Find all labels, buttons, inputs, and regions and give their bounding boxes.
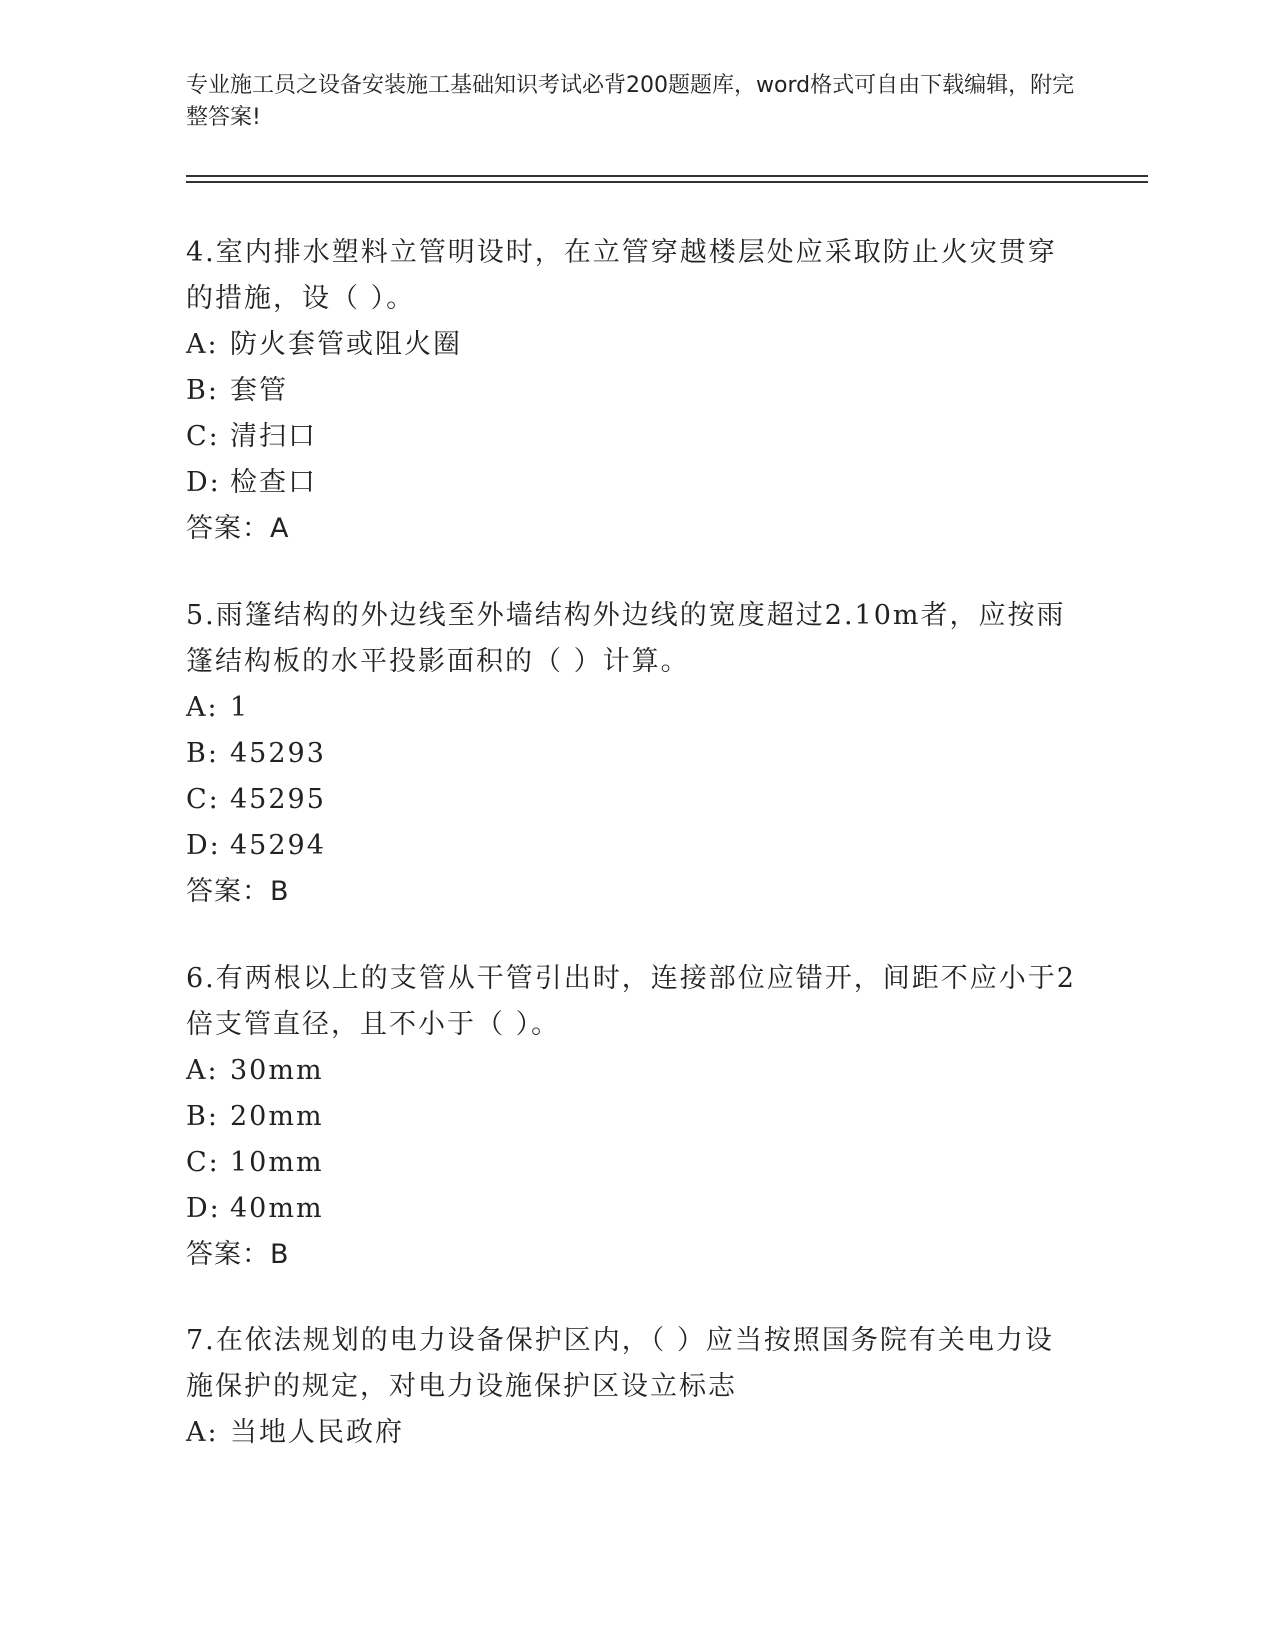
answer: 答案：A — [186, 513, 290, 544]
header-title: 专业施工员之设备安装施工基础知识考试必背200题题库，word格式可自由下载编辑，附完整答案! — [186, 73, 1075, 130]
option-b — [186, 368, 1076, 414]
header-divider-bottom — [186, 181, 1148, 183]
question-4 — [186, 230, 1076, 552]
option-a — [186, 1048, 1076, 1094]
document-header — [186, 70, 1086, 134]
option-letter: D: — [186, 467, 221, 498]
question-5 — [186, 593, 1076, 915]
question-stem: 4.室内排水塑料立管明设时，在立管穿越楼层处应采取防止火灾贯穿的措施，设（ ）。 — [186, 237, 1057, 314]
option-a — [186, 322, 1076, 368]
option-letter: A: — [186, 1417, 219, 1448]
option-b — [186, 731, 1076, 777]
option-letter: C: — [186, 784, 220, 815]
option-text: 45293 — [230, 738, 326, 769]
answer: 答案：B — [186, 1239, 290, 1270]
question-stem: 7.在依法规划的电力设备保护区内，（ ）应当按照国务院有关电力设施保护的规定，对电力设施保护区设立标志 — [186, 1325, 1054, 1402]
option-text: 10mm — [230, 1147, 324, 1178]
option-letter: B: — [186, 738, 219, 769]
option-text: 45295 — [230, 784, 326, 815]
option-c — [186, 414, 1076, 460]
option-text: 套管 — [230, 375, 288, 406]
option-d — [186, 460, 1076, 506]
option-text: 20mm — [230, 1101, 324, 1132]
option-a — [186, 1410, 1076, 1456]
question-7 — [186, 1318, 1076, 1456]
option-letter: B: — [186, 375, 219, 406]
option-d — [186, 1186, 1076, 1232]
option-text: 30mm — [230, 1055, 324, 1086]
question-6 — [186, 956, 1076, 1278]
option-a — [186, 685, 1076, 731]
option-letter: C: — [186, 1147, 220, 1178]
option-d — [186, 823, 1076, 869]
option-c — [186, 1140, 1076, 1186]
option-letter: A: — [186, 329, 219, 360]
option-b — [186, 1094, 1076, 1140]
option-text: 1 — [230, 692, 250, 723]
option-text: 当地人民政府 — [230, 1417, 404, 1448]
question-stem: 5.雨篷结构的外边线至外墙结构外边线的宽度超过2.10m者，应按雨篷结构板的水平投影面积的（ ）计算。 — [186, 600, 1066, 677]
answer: 答案：B — [186, 876, 290, 907]
option-letter: A: — [186, 1055, 219, 1086]
option-text: 清扫口 — [230, 421, 317, 452]
question-stem: 6.有两根以上的支管从干管引出时，连接部位应错开，间距不应小于2倍支管直径，且不小于（ ）。 — [186, 963, 1076, 1040]
option-letter: D: — [186, 830, 221, 861]
option-letter: A: — [186, 692, 219, 723]
option-text: 45294 — [230, 830, 326, 861]
option-text: 检查口 — [230, 467, 317, 498]
header-divider-top — [186, 175, 1148, 177]
option-letter: D: — [186, 1193, 221, 1224]
option-c — [186, 777, 1076, 823]
option-text: 40mm — [230, 1193, 324, 1224]
option-letter: C: — [186, 421, 220, 452]
option-letter: B: — [186, 1101, 219, 1132]
option-text: 防火套管或阻火圈 — [230, 329, 462, 360]
